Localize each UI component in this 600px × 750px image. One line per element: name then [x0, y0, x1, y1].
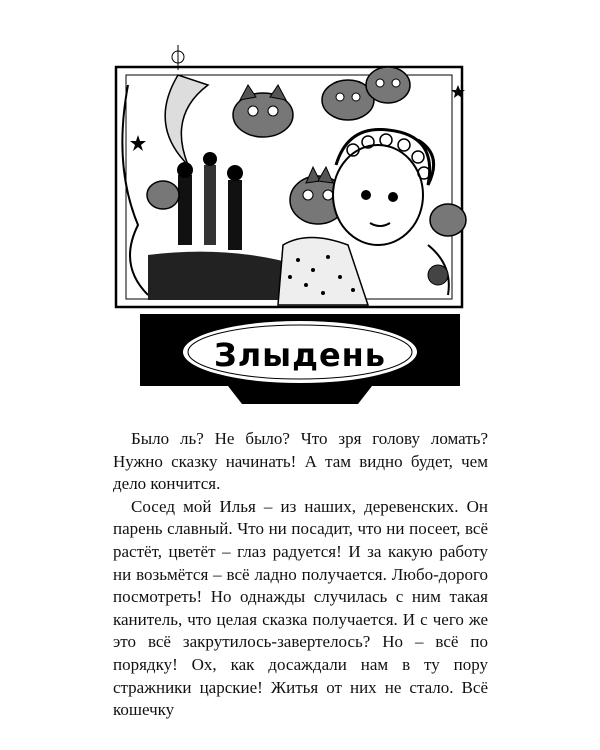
paragraph-1: Было ль? Не было? Что зря голову ломать? Нужно сказку начинать! А там видно будет, чем дело кончится. [113, 429, 488, 494]
fairy-tale-cats-illustration-icon [108, 45, 472, 315]
chapter-title-plaque [140, 314, 460, 406]
chapter-illustration [108, 45, 472, 315]
chapter-title: Злыдень [214, 336, 386, 374]
paragraph-2: Сосед мой Илья – из наших, деревенских. Он парень славный. Что ни посадит, что ни посеет, всё растёт, цветёт – глаз радуется! И за какую работу ни возьмётся – всё ладно получается. Любо-дорого посмотреть! Но однажды случилась с ним такая канитель, что целая сказка получается. И с чего же это всё закрутилось-завертелось? Но – всё по порядку! Ох, как досаждали нам в ту пору стражники царские! Житья от них не стало. Всё кошечку [113, 496, 488, 720]
story-text [113, 428, 488, 722]
